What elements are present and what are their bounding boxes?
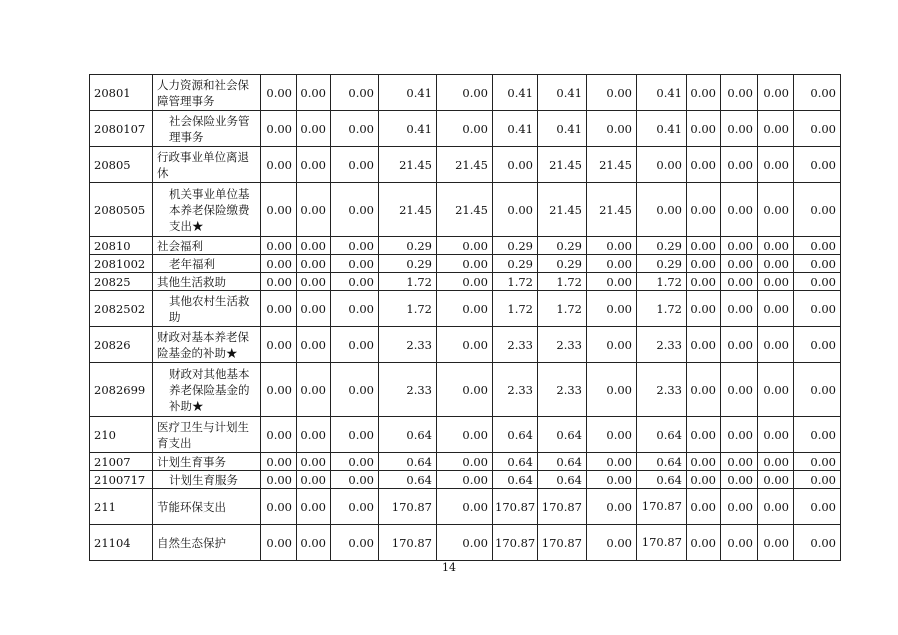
- amount-cell: 170.87: [637, 525, 687, 561]
- amount-cell: 0.00: [331, 147, 379, 183]
- subject-name-cell: 医疗卫生与计划生育支出: [153, 417, 261, 453]
- amount-cell: 2.33: [493, 363, 538, 417]
- amount-cell: 0.00: [687, 183, 721, 237]
- amount-cell: 0.00: [721, 183, 758, 237]
- amount-cell: 0.41: [379, 75, 437, 111]
- amount-cell: 2.33: [637, 327, 687, 363]
- amount-cell: 0.00: [721, 489, 758, 525]
- amount-cell: 0.00: [261, 147, 297, 183]
- amount-cell: 0.00: [637, 183, 687, 237]
- amount-cell: 21.45: [538, 147, 587, 183]
- amount-cell: 0.00: [261, 363, 297, 417]
- table-row: [90, 327, 841, 363]
- amount-cell: 21.45: [437, 147, 493, 183]
- page-number: 14: [442, 561, 456, 574]
- amount-cell: 0.00: [687, 75, 721, 111]
- amount-cell: 0.64: [379, 453, 437, 471]
- amount-cell: 0.00: [687, 327, 721, 363]
- table-body: [90, 75, 841, 561]
- amount-cell: 0.00: [794, 111, 841, 147]
- subject-name-cell: 老年福利: [153, 255, 261, 273]
- table-row: [90, 255, 841, 273]
- amount-cell: 0.00: [437, 255, 493, 273]
- amount-cell: 0.00: [587, 111, 637, 147]
- amount-cell: 1.72: [538, 291, 587, 327]
- amount-cell: 0.00: [331, 273, 379, 291]
- amount-cell: 0.29: [637, 237, 687, 255]
- amount-cell: 0.00: [721, 453, 758, 471]
- amount-cell: 0.41: [538, 111, 587, 147]
- amount-cell: 0.00: [261, 237, 297, 255]
- amount-cell: 0.00: [794, 525, 841, 561]
- amount-cell: 0.00: [297, 489, 331, 525]
- amount-cell: 1.72: [538, 273, 587, 291]
- subject-name-cell: 计划生育服务: [153, 471, 261, 489]
- amount-cell: 0.00: [261, 273, 297, 291]
- amount-cell: 1.72: [493, 291, 538, 327]
- subject-code-cell: 21104: [90, 525, 153, 561]
- amount-cell: 0.41: [637, 75, 687, 111]
- subject-code-cell: 20801: [90, 75, 153, 111]
- subject-name-cell: 社会福利: [153, 237, 261, 255]
- amount-cell: 0.00: [587, 453, 637, 471]
- table-row: [90, 417, 841, 453]
- amount-cell: 0.00: [261, 75, 297, 111]
- subject-code-cell: 2080505: [90, 183, 153, 237]
- table-row: [90, 291, 841, 327]
- amount-cell: 0.00: [297, 273, 331, 291]
- amount-cell: 0.00: [758, 525, 794, 561]
- amount-cell: 0.00: [721, 273, 758, 291]
- amount-cell: 21.45: [587, 183, 637, 237]
- amount-cell: 1.72: [379, 273, 437, 291]
- subject-name-cell: 财政对基本养老保险基金的补助★: [153, 327, 261, 363]
- amount-cell: 0.00: [437, 417, 493, 453]
- table-row: [90, 147, 841, 183]
- amount-cell: 0.00: [587, 489, 637, 525]
- amount-cell: 0.00: [721, 471, 758, 489]
- amount-cell: 0.00: [261, 111, 297, 147]
- amount-cell: 0.64: [538, 453, 587, 471]
- amount-cell: 170.87: [493, 525, 538, 561]
- amount-cell: 0.00: [758, 471, 794, 489]
- amount-cell: 0.00: [297, 525, 331, 561]
- amount-cell: 0.00: [261, 525, 297, 561]
- amount-cell: 0.00: [758, 255, 794, 273]
- table-row: [90, 111, 841, 147]
- amount-cell: 0.00: [261, 489, 297, 525]
- amount-cell: 0.00: [261, 453, 297, 471]
- subject-code-cell: 20826: [90, 327, 153, 363]
- amount-cell: 0.00: [331, 237, 379, 255]
- amount-cell: 21.45: [437, 183, 493, 237]
- amount-cell: 0.00: [297, 147, 331, 183]
- amount-cell: 0.00: [758, 291, 794, 327]
- amount-cell: 0.00: [637, 147, 687, 183]
- table-row: [90, 183, 841, 237]
- amount-cell: 0.00: [794, 363, 841, 417]
- subject-code-cell: 2082699: [90, 363, 153, 417]
- amount-cell: 1.72: [637, 273, 687, 291]
- table-row: [90, 363, 841, 417]
- amount-cell: 0.29: [637, 255, 687, 273]
- amount-cell: 0.00: [261, 327, 297, 363]
- amount-cell: 170.87: [379, 525, 437, 561]
- amount-cell: 0.00: [758, 183, 794, 237]
- amount-cell: 0.00: [687, 453, 721, 471]
- amount-cell: 0.00: [261, 417, 297, 453]
- amount-cell: 0.64: [493, 471, 538, 489]
- amount-cell: 0.64: [379, 471, 437, 489]
- amount-cell: 0.00: [297, 471, 331, 489]
- amount-cell: 0.00: [297, 291, 331, 327]
- amount-cell: 0.00: [687, 273, 721, 291]
- amount-cell: 0.00: [297, 453, 331, 471]
- amount-cell: 2.33: [493, 327, 538, 363]
- subject-name-cell: 行政事业单位离退休: [153, 147, 261, 183]
- amount-cell: 0.29: [379, 237, 437, 255]
- amount-cell: 0.29: [493, 255, 538, 273]
- amount-cell: 0.00: [721, 363, 758, 417]
- amount-cell: 2.33: [379, 327, 437, 363]
- amount-cell: 170.87: [493, 489, 538, 525]
- amount-cell: 0.00: [794, 147, 841, 183]
- amount-cell: 0.00: [437, 111, 493, 147]
- amount-cell: 1.72: [493, 273, 538, 291]
- amount-cell: 0.41: [493, 111, 538, 147]
- amount-cell: 0.00: [587, 237, 637, 255]
- amount-cell: 0.00: [331, 183, 379, 237]
- amount-cell: 0.00: [437, 237, 493, 255]
- amount-cell: 0.00: [758, 489, 794, 525]
- amount-cell: 0.00: [261, 471, 297, 489]
- amount-cell: 0.00: [331, 489, 379, 525]
- amount-cell: 0.00: [794, 255, 841, 273]
- amount-cell: 2.33: [538, 327, 587, 363]
- amount-cell: 0.00: [297, 327, 331, 363]
- subject-name-cell: 计划生育事务: [153, 453, 261, 471]
- amount-cell: 0.00: [687, 237, 721, 255]
- amount-cell: 0.29: [493, 237, 538, 255]
- table-row: [90, 525, 841, 561]
- amount-cell: 0.41: [493, 75, 538, 111]
- amount-cell: 0.00: [437, 327, 493, 363]
- amount-cell: 0.00: [721, 75, 758, 111]
- amount-cell: 0.64: [538, 471, 587, 489]
- amount-cell: 0.00: [587, 471, 637, 489]
- amount-cell: 0.00: [758, 453, 794, 471]
- amount-cell: 170.87: [379, 489, 437, 525]
- amount-cell: 0.29: [538, 255, 587, 273]
- amount-cell: 0.00: [331, 525, 379, 561]
- amount-cell: 0.00: [794, 183, 841, 237]
- amount-cell: 0.64: [538, 417, 587, 453]
- amount-cell: 0.41: [538, 75, 587, 111]
- amount-cell: 0.00: [758, 273, 794, 291]
- amount-cell: 0.00: [331, 417, 379, 453]
- amount-cell: 0.00: [687, 471, 721, 489]
- amount-cell: 0.00: [297, 363, 331, 417]
- amount-cell: 0.00: [721, 147, 758, 183]
- subject-name-cell: 人力资源和社会保障管理事务: [153, 75, 261, 111]
- amount-cell: 0.00: [721, 525, 758, 561]
- amount-cell: 170.87: [538, 525, 587, 561]
- table-row: [90, 471, 841, 489]
- amount-cell: 0.00: [794, 75, 841, 111]
- amount-cell: 2.33: [637, 363, 687, 417]
- budget-table: [89, 74, 841, 561]
- amount-cell: 0.00: [687, 417, 721, 453]
- table-row: [90, 75, 841, 111]
- amount-cell: 0.00: [331, 363, 379, 417]
- amount-cell: 0.00: [721, 327, 758, 363]
- amount-cell: 0.00: [794, 273, 841, 291]
- amount-cell: 0.00: [721, 417, 758, 453]
- amount-cell: 0.00: [437, 471, 493, 489]
- amount-cell: 0.00: [261, 183, 297, 237]
- subject-code-cell: 20805: [90, 147, 153, 183]
- amount-cell: 0.00: [794, 237, 841, 255]
- subject-code-cell: 2100717: [90, 471, 153, 489]
- table-row: [90, 273, 841, 291]
- subject-name-cell: 社会保险业务管理事务: [153, 111, 261, 147]
- amount-cell: 0.29: [538, 237, 587, 255]
- amount-cell: 0.00: [687, 525, 721, 561]
- amount-cell: 0.00: [493, 147, 538, 183]
- amount-cell: 2.33: [379, 363, 437, 417]
- amount-cell: 0.00: [587, 525, 637, 561]
- amount-cell: 0.41: [637, 111, 687, 147]
- amount-cell: 0.00: [437, 291, 493, 327]
- amount-cell: 0.00: [261, 255, 297, 273]
- amount-cell: 0.00: [331, 327, 379, 363]
- amount-cell: 0.00: [587, 327, 637, 363]
- amount-cell: 0.00: [687, 147, 721, 183]
- amount-cell: 0.00: [493, 183, 538, 237]
- amount-cell: 0.00: [721, 255, 758, 273]
- subject-name-cell: 机关事业单位基本养老保险缴费支出★: [153, 183, 261, 237]
- amount-cell: 0.00: [331, 291, 379, 327]
- amount-cell: 0.00: [721, 291, 758, 327]
- amount-cell: 0.00: [437, 75, 493, 111]
- amount-cell: 0.00: [721, 111, 758, 147]
- amount-cell: 1.72: [637, 291, 687, 327]
- amount-cell: 21.45: [538, 183, 587, 237]
- amount-cell: 0.00: [297, 183, 331, 237]
- amount-cell: 0.00: [331, 255, 379, 273]
- subject-name-cell: 其他生活救助: [153, 273, 261, 291]
- amount-cell: 0.00: [437, 453, 493, 471]
- amount-cell: 1.72: [379, 291, 437, 327]
- amount-cell: 0.00: [687, 111, 721, 147]
- amount-cell: 0.00: [587, 75, 637, 111]
- amount-cell: 0.00: [437, 363, 493, 417]
- amount-cell: 170.87: [637, 489, 687, 525]
- amount-cell: 2.33: [538, 363, 587, 417]
- amount-cell: 0.00: [794, 291, 841, 327]
- amount-cell: 0.29: [379, 255, 437, 273]
- amount-cell: 21.45: [587, 147, 637, 183]
- amount-cell: 0.00: [437, 525, 493, 561]
- amount-cell: 0.00: [794, 489, 841, 525]
- amount-cell: 21.45: [379, 183, 437, 237]
- amount-cell: 0.00: [758, 147, 794, 183]
- amount-cell: 0.00: [297, 111, 331, 147]
- amount-cell: 0.00: [794, 327, 841, 363]
- amount-cell: 0.00: [687, 489, 721, 525]
- amount-cell: 0.00: [687, 255, 721, 273]
- amount-cell: 0.64: [493, 453, 538, 471]
- amount-cell: 0.00: [687, 363, 721, 417]
- amount-cell: 0.00: [331, 75, 379, 111]
- amount-cell: 0.00: [721, 237, 758, 255]
- amount-cell: 0.00: [331, 471, 379, 489]
- amount-cell: 0.00: [758, 327, 794, 363]
- subject-code-cell: 2082502: [90, 291, 153, 327]
- subject-name-cell: 节能环保支出: [153, 489, 261, 525]
- subject-code-cell: 210: [90, 417, 153, 453]
- amount-cell: 0.00: [758, 111, 794, 147]
- subject-name-cell: 自然生态保护: [153, 525, 261, 561]
- table-row: [90, 453, 841, 471]
- amount-cell: 0.00: [297, 75, 331, 111]
- subject-name-cell: 其他农村生活救助: [153, 291, 261, 327]
- table-row: [90, 237, 841, 255]
- amount-cell: 170.87: [538, 489, 587, 525]
- amount-cell: 0.64: [637, 471, 687, 489]
- subject-code-cell: 20810: [90, 237, 153, 255]
- amount-cell: 0.64: [637, 453, 687, 471]
- amount-cell: 0.00: [297, 237, 331, 255]
- amount-cell: 0.00: [587, 417, 637, 453]
- amount-cell: 0.64: [379, 417, 437, 453]
- subject-name-cell: 财政对其他基本养老保险基金的补助★: [153, 363, 261, 417]
- amount-cell: 0.00: [331, 453, 379, 471]
- amount-cell: 0.64: [637, 417, 687, 453]
- amount-cell: 0.00: [758, 363, 794, 417]
- subject-code-cell: 21007: [90, 453, 153, 471]
- amount-cell: 0.00: [437, 489, 493, 525]
- subject-code-cell: 211: [90, 489, 153, 525]
- amount-cell: 0.00: [758, 75, 794, 111]
- amount-cell: 0.00: [587, 273, 637, 291]
- table-row: [90, 489, 841, 525]
- amount-cell: 0.00: [794, 471, 841, 489]
- subject-code-cell: 2080107: [90, 111, 153, 147]
- amount-cell: 0.00: [587, 291, 637, 327]
- amount-cell: 0.00: [587, 255, 637, 273]
- amount-cell: 0.00: [261, 291, 297, 327]
- amount-cell: 0.00: [297, 417, 331, 453]
- amount-cell: 0.00: [437, 273, 493, 291]
- subject-code-cell: 20825: [90, 273, 153, 291]
- amount-cell: 0.41: [379, 111, 437, 147]
- amount-cell: 0.00: [331, 111, 379, 147]
- subject-code-cell: 2081002: [90, 255, 153, 273]
- amount-cell: 0.00: [758, 417, 794, 453]
- amount-cell: 0.00: [758, 237, 794, 255]
- amount-cell: 0.00: [297, 255, 331, 273]
- amount-cell: 0.00: [794, 417, 841, 453]
- amount-cell: 0.00: [794, 453, 841, 471]
- amount-cell: 0.64: [493, 417, 538, 453]
- amount-cell: 21.45: [379, 147, 437, 183]
- amount-cell: 0.00: [587, 363, 637, 417]
- amount-cell: 0.00: [687, 291, 721, 327]
